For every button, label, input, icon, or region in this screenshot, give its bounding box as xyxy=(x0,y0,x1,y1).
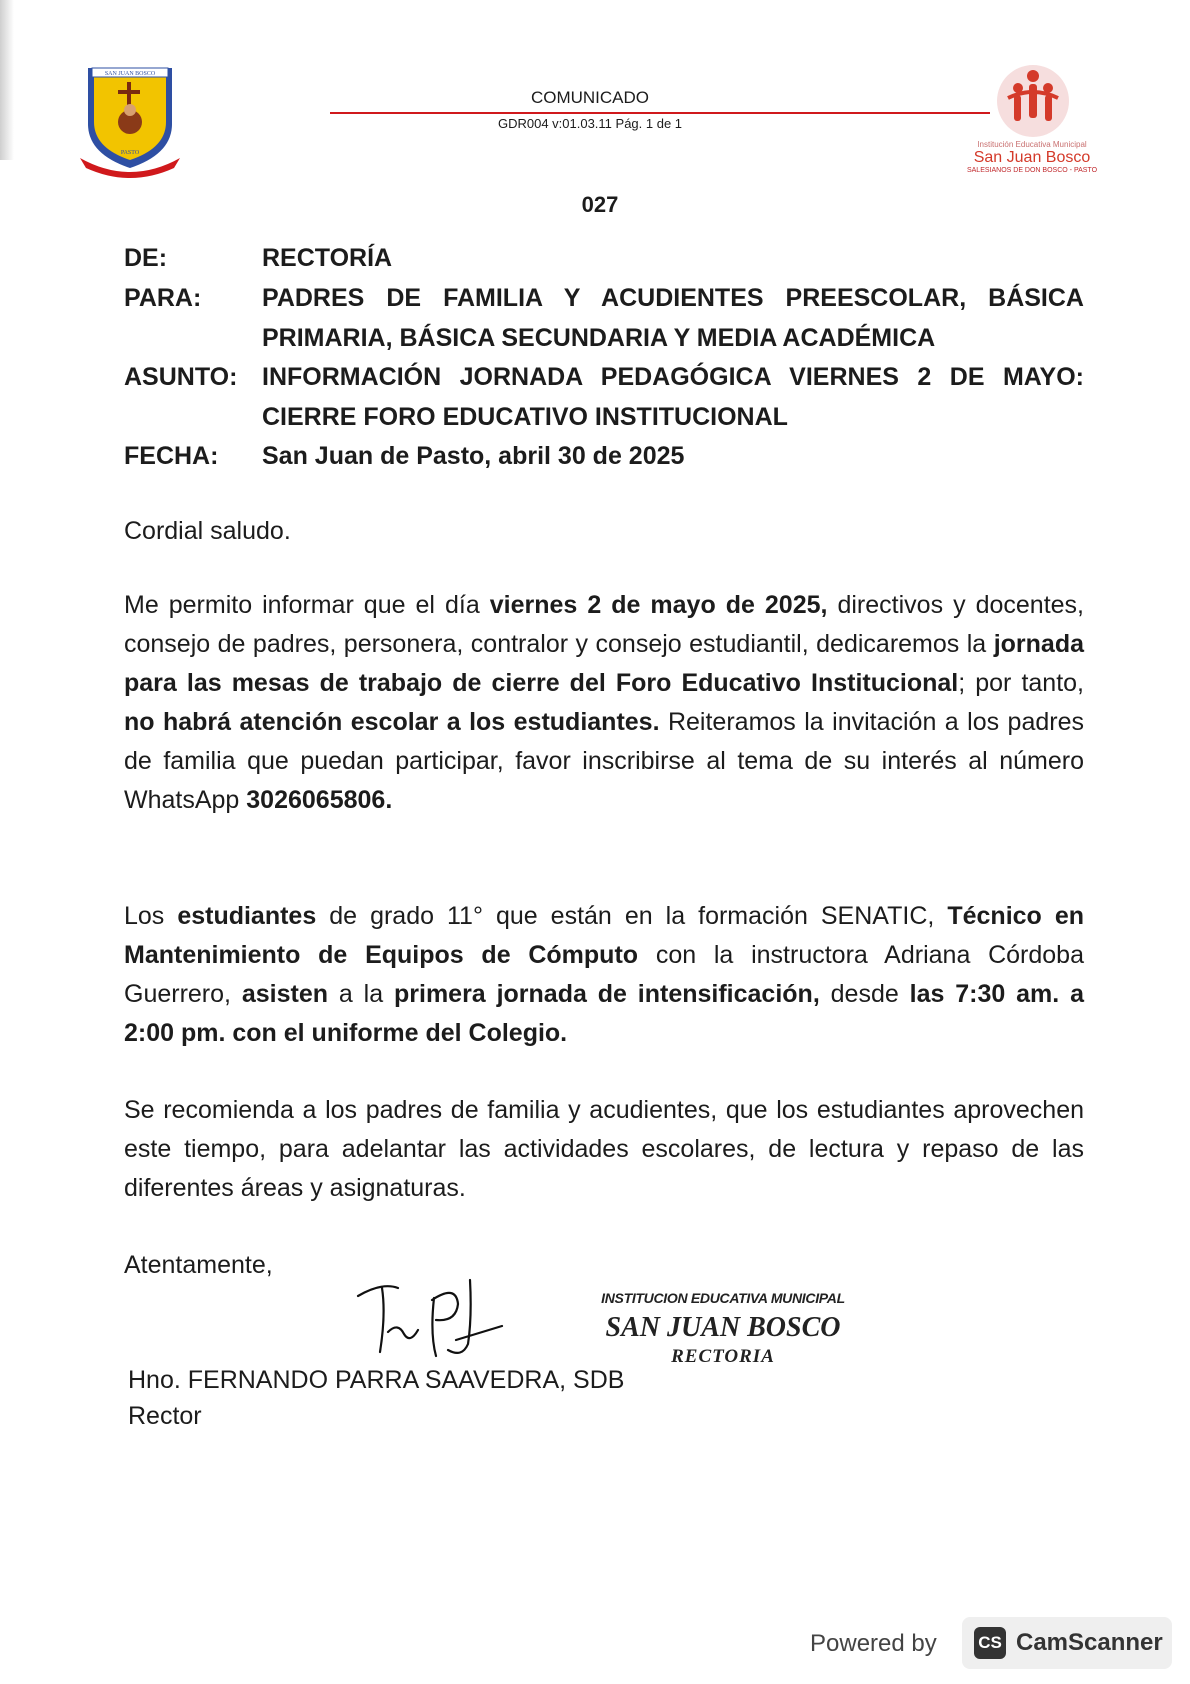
date-value: San Juan de Pasto, abril 30 de 2025 xyxy=(262,442,685,470)
scan-edge-shadow xyxy=(0,0,14,160)
signer-name: Hno. FERNANDO PARRA SAAVEDRA, SDB xyxy=(128,1366,625,1394)
subject-label: ASUNTO: xyxy=(124,363,238,391)
from-label: DE: xyxy=(124,244,168,272)
right-logo-line1: Institución Educativa Municipal xyxy=(977,140,1087,149)
p2-program-bold: Técnico en Mantenimiento de Equipos de Cómputo xyxy=(124,902,1084,969)
p1-whatsapp-number: 3026065806. xyxy=(246,786,393,814)
signer-block xyxy=(128,1362,624,1434)
shield-banner-text: SAN JUAN BOSCO xyxy=(104,71,156,77)
p1-text-a: Me permito informar que el día xyxy=(124,591,490,619)
communique-number: 027 xyxy=(581,192,619,217)
p2-text-g: a la xyxy=(328,980,394,1008)
p2-attend-bold: asisten xyxy=(241,980,329,1008)
right-logo-caption xyxy=(962,140,1102,174)
p1-jornada-bold: jornada para las mesas de trabajo de cierre del Foro Educativo Institucional xyxy=(124,630,1084,697)
camscanner-icon: CS xyxy=(974,1627,1006,1659)
header-rule xyxy=(330,112,990,114)
powered-by-label: Powered by xyxy=(810,1630,937,1657)
p1-text-c: directivos y docentes, consejo de padres, personera, contralor y consejo estudiantil, dedicaremos la xyxy=(124,591,1084,658)
right-logo-line3: SALESIANOS DE DON BOSCO - PASTO xyxy=(966,167,1098,174)
stamp-line3: RECTORIA xyxy=(671,1346,775,1367)
to-value: PADRES DE FAMILIA Y ACUDIENTES PREESCOLAR, BÁSICA PRIMARIA, BÁSICA SECUNDARIA Y MEDIA ACADÉMICA xyxy=(262,284,1084,352)
p2-schedule-bold: las 7:30 am. a 2:00 pm. con el uniforme del Colegio. xyxy=(124,980,1084,1047)
stamp-line2: SAN JUAN BOSCO xyxy=(605,1312,841,1343)
salesian-logo xyxy=(994,62,1072,140)
handwritten-signature xyxy=(352,1274,512,1364)
closing: Atentamente, xyxy=(124,1251,273,1279)
camscanner-brand: CamScanner xyxy=(1016,1629,1163,1656)
p1-text-g: Reiteramos la invitación a los padres de familia que puedan participar, favor inscribirse al tema de su interés al número WhatsApp xyxy=(124,708,1084,814)
p2-text-a: Los xyxy=(124,902,178,930)
p1-text-e: ; por tanto, xyxy=(958,669,1084,697)
document-type-title: COMUNICADO xyxy=(530,88,650,107)
date-label: FECHA: xyxy=(124,442,219,470)
p2-students-bold: estudiantes xyxy=(177,902,317,930)
document-code: GDR004 v:01.03.11 Pág. 1 de 1 xyxy=(497,116,683,131)
institution-stamp xyxy=(598,1290,848,1368)
from-value: RECTORÍA xyxy=(262,244,393,272)
p1-date-bold: viernes 2 de mayo de 2025, xyxy=(489,591,828,619)
school-shield-logo xyxy=(74,62,186,180)
greeting: Cordial saludo. xyxy=(124,517,291,545)
stamp-line1: INSTITUCION EDUCATIVA MUNICIPAL xyxy=(601,1290,845,1306)
signer-role: Rector xyxy=(128,1402,202,1430)
shield-motto-text: PASTO xyxy=(120,150,140,156)
p2-text-c: de grado 11° que están en la formación SENATIC, xyxy=(316,902,948,930)
p2-text-e: con la instructora Adriana Córdoba Guerrero, xyxy=(124,941,1084,1008)
paragraph-1 xyxy=(124,586,1084,820)
paragraph-3: Se recomienda a los padres de familia y acudientes, que los estudiantes aprovechen este tiempo, para adelantar las actividades escolares, de lectura y repaso de las diferentes áreas y asignaturas. xyxy=(124,1096,1084,1202)
p1-no-classes-bold: no habrá atención escolar a los estudiantes. xyxy=(124,708,660,736)
to-label: PARA: xyxy=(124,284,202,312)
right-logo-line2: San Juan Bosco xyxy=(973,149,1091,166)
p2-text-i: desde xyxy=(819,980,910,1008)
p2-session-bold: primera jornada de intensificación, xyxy=(394,980,820,1008)
subject-value: INFORMACIÓN JORNADA PEDAGÓGICA VIERNES 2 DE MAYO: CIERRE FORO EDUCATIVO INSTITUCIONAL xyxy=(262,363,1084,431)
camscanner-badge xyxy=(962,1617,1172,1669)
paragraph-2 xyxy=(124,897,1084,1053)
